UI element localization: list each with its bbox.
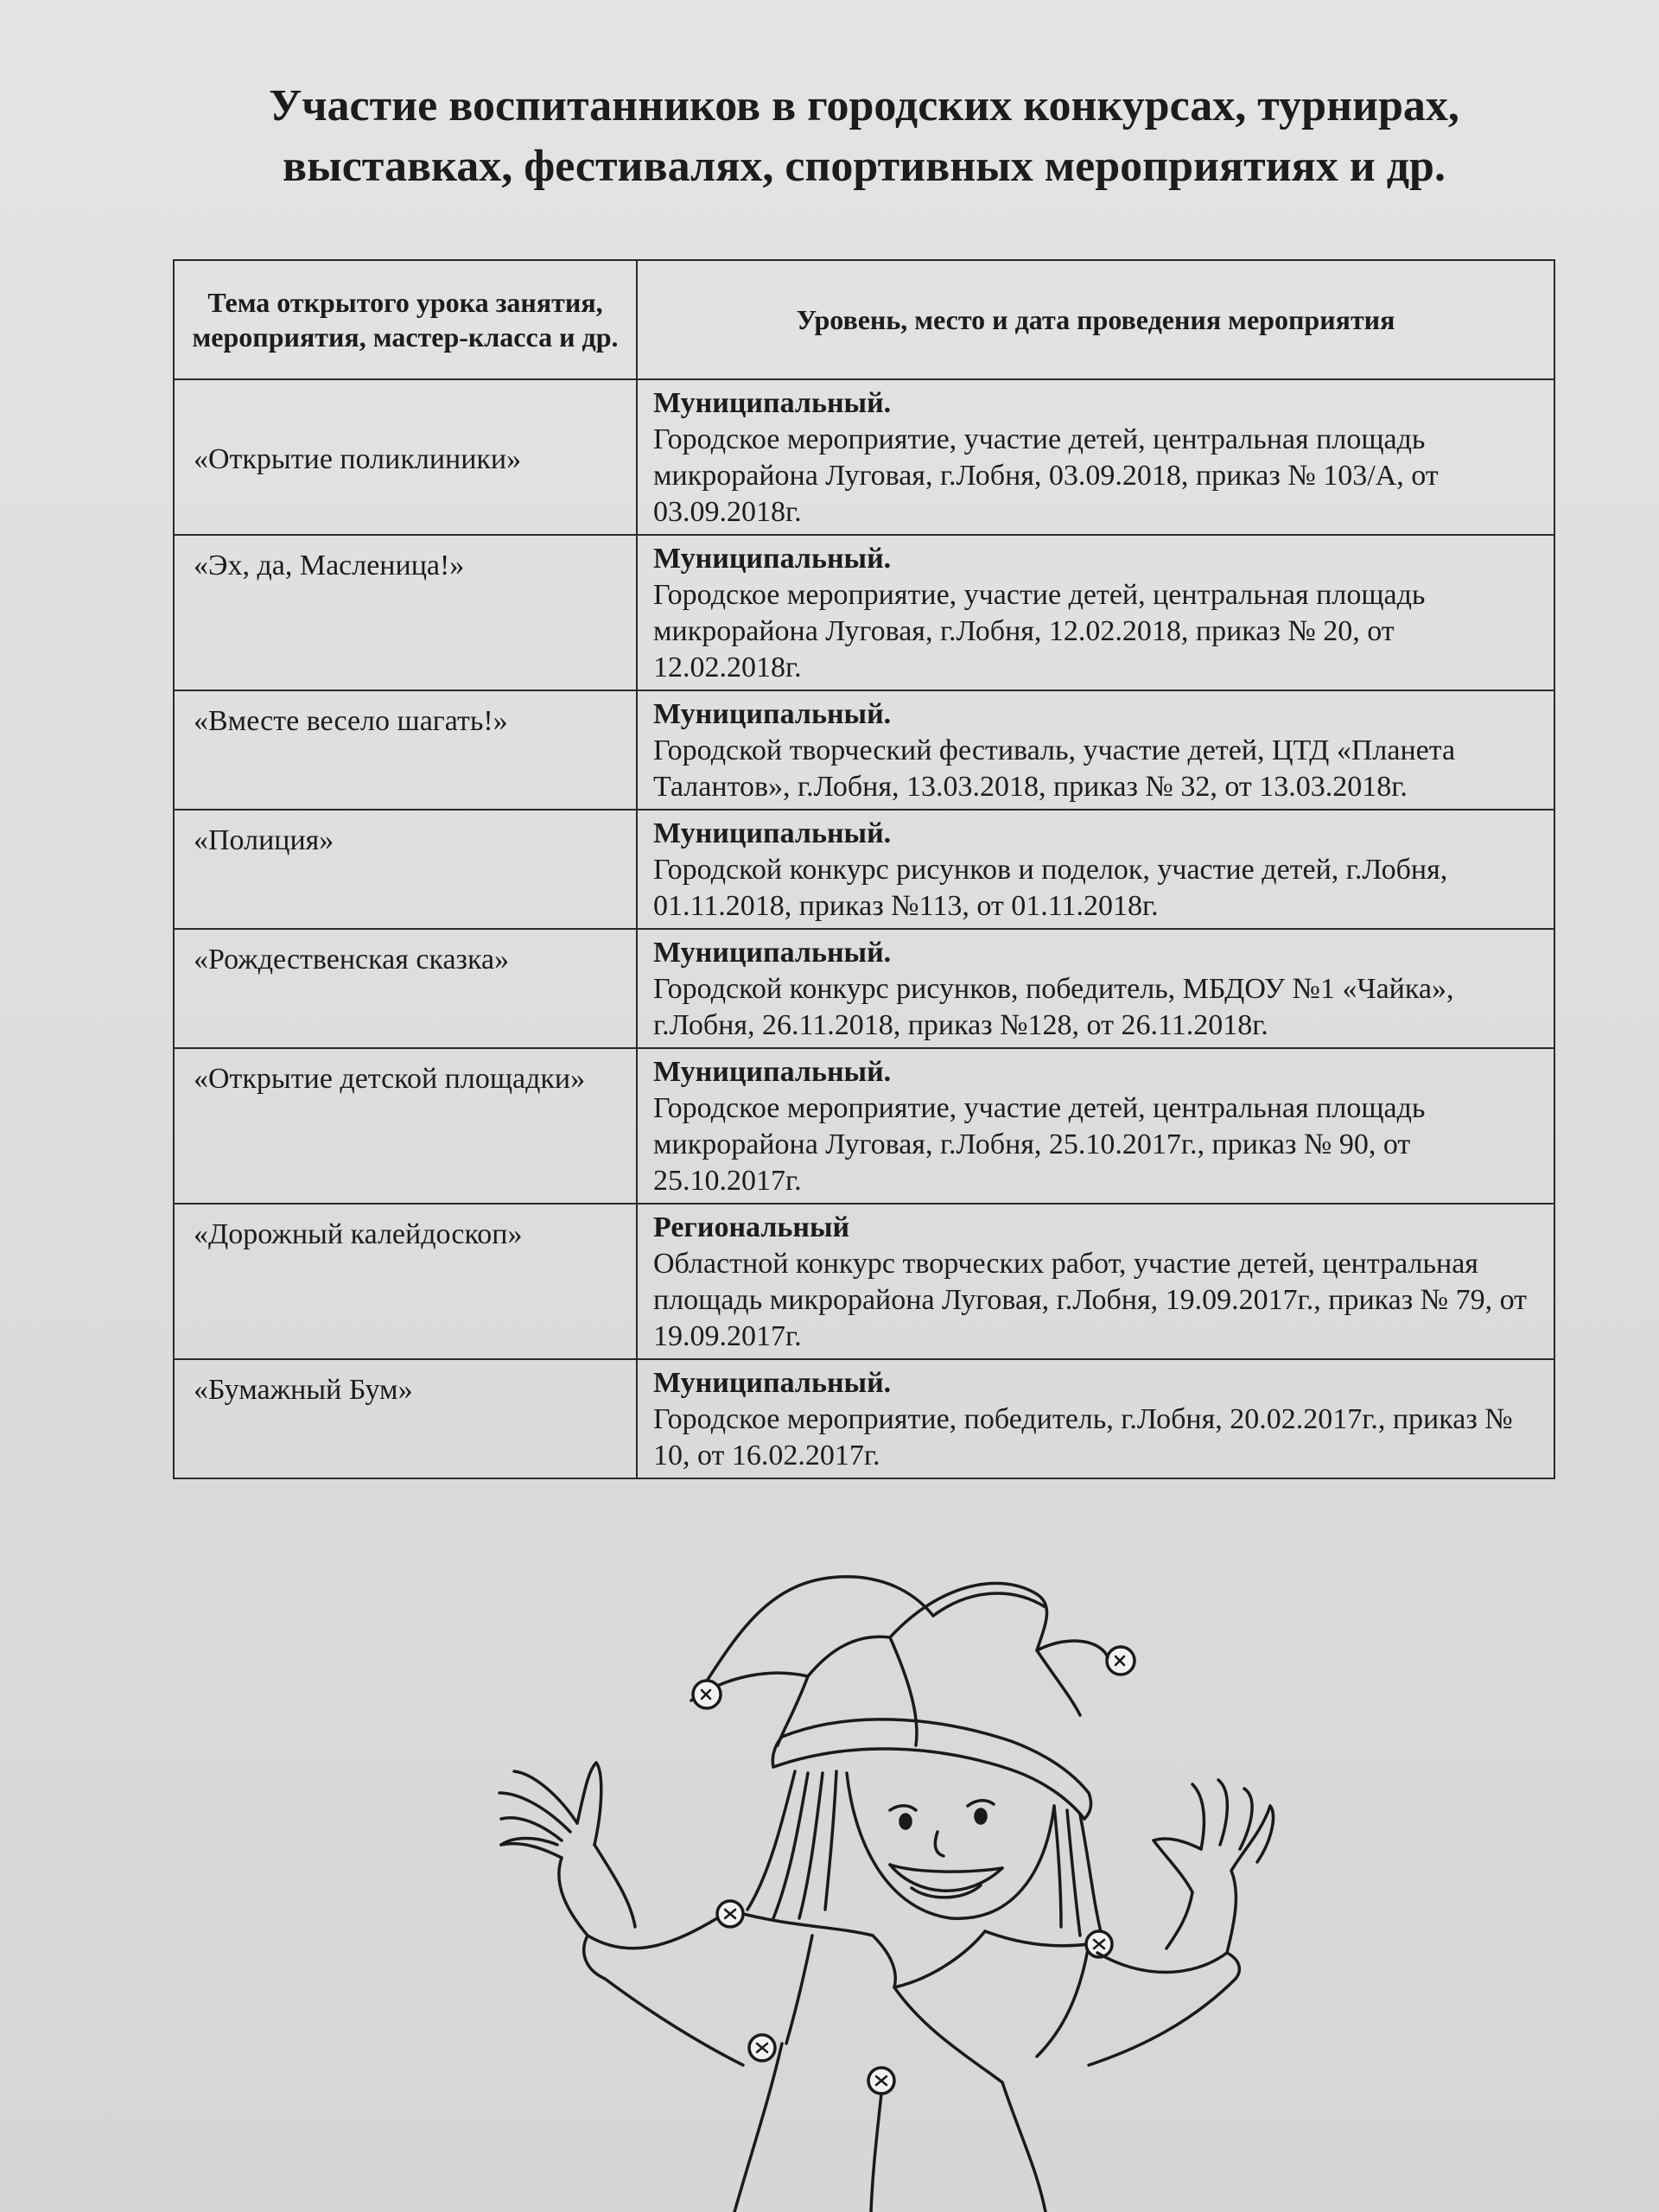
row-topic: «Вместе весело шагать!» — [174, 690, 637, 810]
row-level: Муниципальный. — [653, 937, 892, 969]
row-topic: «Полиция» — [174, 810, 637, 929]
table-row — [174, 1204, 1554, 1359]
row-topic: «Открытие поликлиники» — [174, 379, 637, 535]
row-level: Муниципальный. — [653, 1056, 892, 1088]
table-row — [174, 379, 1554, 535]
header-topic: Тема открытого урока занятия, мероприятия, мастер-класса и др. — [174, 260, 637, 379]
table-row — [174, 690, 1554, 810]
row-level: Муниципальный. — [653, 698, 892, 730]
row-detail — [637, 690, 1554, 810]
table-row — [174, 535, 1554, 690]
row-detail — [637, 379, 1554, 535]
row-detail — [637, 810, 1554, 929]
table-header-row — [174, 260, 1554, 379]
row-topic: «Бумажный Бум» — [174, 1359, 637, 1478]
row-description: Городской творческий фестиваль, участие детей, ЦТД «Планета Талантов», г.Лобня, 13.03.2018, приказ № 32, от 13.03.2018г. — [653, 734, 1456, 803]
row-detail — [637, 535, 1554, 690]
table-row — [174, 810, 1554, 929]
table-row — [174, 1048, 1554, 1204]
row-detail — [637, 1048, 1554, 1204]
page-title-line-2: выставках, фестивалях, спортивных мероприятиях и др. — [283, 142, 1446, 191]
row-description: Областной конкурс творческих работ, участие детей, центральная площадь микрорайона Луговая, г.Лобня, 19.09.2017г., приказ № 79, от 19.09.2017г. — [653, 1248, 1528, 1352]
header-detail: Уровень, место и дата проведения мероприятия — [637, 260, 1554, 379]
row-description: Городское мероприятие, участие детей, центральная площадь микрорайона Луговая, г.Лобня, 12.02.2018, приказ № 20, от 12.02.2018г. — [653, 579, 1426, 683]
row-description: Городской конкурс рисунков и поделок, участие детей, г.Лобня, 01.11.2018, приказ №113, от 01.11.2018г. — [653, 854, 1448, 922]
row-level: Региональный — [653, 1211, 850, 1243]
row-topic: «Открытие детской площадки» — [174, 1048, 637, 1204]
row-level: Муниципальный. — [653, 817, 892, 849]
table-row — [174, 1359, 1554, 1478]
row-level: Муниципальный. — [653, 1367, 892, 1399]
page-title-line-1: Участие воспитанников в городских конкурсах, турнирах, — [269, 81, 1459, 130]
events-table — [173, 259, 1555, 1479]
row-description: Городское мероприятие, участие детей, центральная площадь микрорайона Луговая, г.Лобня, 03.09.2018, приказ № 103/А, от 03.09.2018г. — [653, 423, 1439, 528]
row-level: Муниципальный. — [653, 387, 892, 419]
row-detail — [637, 1359, 1554, 1478]
row-description: Городской конкурс рисунков, победитель, МБДОУ №1 «Чайка», г.Лобня, 26.11.2018, приказ №128, от 26.11.2018г. — [653, 973, 1454, 1041]
row-topic: «Рождественская сказка» — [174, 929, 637, 1048]
jester-illustration — [484, 1547, 1296, 2212]
row-detail — [637, 929, 1554, 1048]
row-description: Городское мероприятие, победитель, г.Лобня, 20.02.2017г., приказ № 10, от 16.02.2017г. — [653, 1403, 1513, 1471]
jester-icon — [484, 1547, 1296, 2212]
row-topic: «Эх, да, Масленица!» — [174, 535, 637, 690]
table-row — [174, 929, 1554, 1048]
row-topic: «Дорожный калейдоскоп» — [174, 1204, 637, 1359]
row-description: Городское мероприятие, участие детей, центральная площадь микрорайона Луговая, г.Лобня, 25.10.2017г., приказ № 90, от 25.10.2017г. — [653, 1092, 1426, 1197]
row-level: Муниципальный. — [653, 543, 892, 575]
page-title — [173, 76, 1555, 197]
row-detail — [637, 1204, 1554, 1359]
